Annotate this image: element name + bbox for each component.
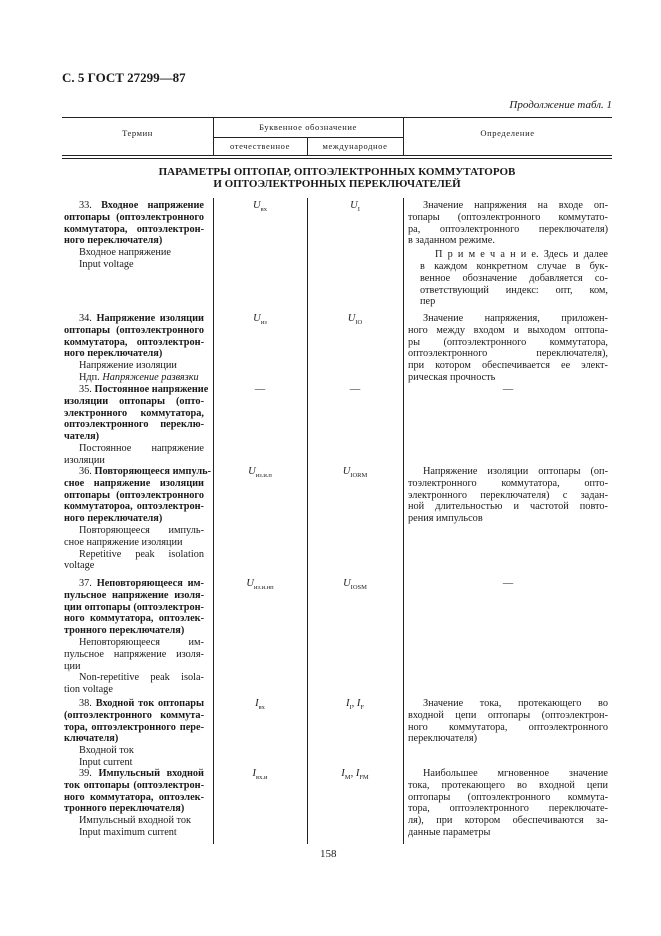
term-cell (64, 768, 204, 839)
symbol-subscript: из.и.п (255, 472, 272, 480)
term-synonym: пульсное напряжение изоля- (64, 648, 204, 660)
term-name-bold: сное напряжение изоляции (64, 477, 204, 489)
table-continuation-label: Продолжение табл. 1 (509, 99, 612, 111)
term-line (64, 733, 204, 745)
term-line (64, 443, 204, 455)
international-symbol (307, 466, 403, 479)
term-synonym: ции (64, 660, 81, 672)
definition-line: Напряжение изоляции оптопары (оп- (423, 466, 608, 477)
definition-line: топары (оптоэлектронного коммутато- (408, 211, 608, 223)
term-line (64, 815, 204, 827)
international-symbol: $I_I$, $I_F$ (345, 698, 365, 712)
term-name-bold: чателя) (64, 431, 100, 443)
term-line (64, 224, 204, 236)
term-name-bold: Входной ток оптопары (95, 698, 205, 709)
definition-line: П р и м е ч а н и е. Здесь и далее (435, 249, 608, 261)
term-name-bold: Напряжение изоляции (96, 313, 204, 324)
term-name-bold: ции оптопары (оптоэлектрон- (64, 601, 204, 613)
term-cell (64, 578, 204, 696)
symbol-subscript: вх.и (256, 774, 268, 782)
international-symbol (307, 200, 403, 213)
symbol-subscript: из (260, 319, 267, 327)
term-name-bold: Неповторяющееся им- (96, 578, 204, 589)
definition-line: оптопары (оптоэлектронного коммута- (408, 791, 608, 803)
term-line (64, 578, 204, 590)
term-name-bold: тронного переключателя) (64, 625, 185, 637)
term-name-bold: ключателя) (64, 733, 119, 745)
definition-line: рическая прочность (408, 371, 496, 383)
symbol-letter: U (248, 466, 256, 477)
term-line (64, 513, 204, 525)
section-title-line: ПАРАМЕТРЫ ОПТОПАР, ОПТОЭЛЕКТРОННЫХ КОММУТАТОРОВ (158, 166, 516, 178)
symbol-letter: I (255, 698, 259, 709)
term-line (64, 419, 204, 431)
definition-line: при котором обеспечивается ее элект- (408, 360, 608, 372)
definition-line: переключателя) (408, 733, 478, 745)
term-line (64, 348, 204, 360)
term-cell (64, 466, 211, 572)
term-line (64, 649, 204, 661)
domestic-symbol (213, 200, 307, 213)
term-number: 39. (79, 768, 99, 779)
term-line (64, 431, 204, 443)
column-divider (307, 198, 308, 844)
international-symbol: — (349, 384, 361, 395)
term-line (64, 757, 204, 769)
symbol-subscript: IO (355, 319, 363, 327)
term-number: 38. (79, 698, 96, 709)
section-title (62, 166, 612, 190)
term-cell (64, 200, 204, 271)
definition-line: в каждом конкретном случае в бук- (420, 260, 608, 272)
term-number: 33. (79, 200, 102, 211)
definition-line: ного между входом и выходом оптопа- (408, 324, 608, 336)
domestic-symbol (213, 578, 307, 591)
term-name-bold: электронного коммутатора, (64, 407, 204, 419)
term-line (64, 827, 204, 839)
term-name-bold: коммутатора, оптоэлектрон- (64, 336, 204, 348)
term-line (64, 337, 204, 349)
term-line (64, 466, 211, 478)
definition-cell (408, 466, 608, 525)
term-synonym: Повторяющееся импуль- (79, 524, 204, 536)
term-synonym: Input current (79, 756, 133, 768)
term-line (64, 200, 204, 212)
term-number: 36. (79, 466, 95, 477)
term-line (64, 768, 204, 780)
term-line (64, 661, 204, 673)
term-name-bold: ного коммутатора, оптоэлек- (64, 613, 204, 625)
term-line (64, 745, 204, 757)
term-name-bold: пульсное напряжение изоля- (64, 589, 204, 601)
term-name-bold: ного коммутатора, оптоэлек- (64, 791, 204, 803)
page-number: 158 (320, 848, 337, 860)
symbol-subscript: вх (260, 206, 267, 214)
term-line (64, 259, 204, 271)
domestic-symbol (213, 698, 307, 711)
symbol-letter: I (345, 698, 350, 709)
column-header-international: международное (322, 141, 388, 151)
term-synonym: Входное напряжение (79, 247, 171, 259)
symbol-subscript: IORM (350, 472, 368, 480)
definition-paragraph (408, 466, 608, 525)
definition-line: Значение тока, протекающего во (423, 698, 608, 709)
term-synonym: Input maximum current (79, 826, 177, 838)
symbol-letter: I (252, 768, 257, 779)
term-name-bold: (оптоэлектронного коммута- (64, 709, 204, 721)
definition-line: ры (оптоэлектронного коммутатора, (408, 336, 608, 348)
definition-cell (408, 200, 608, 308)
term-line (64, 625, 204, 637)
definition-paragraph (408, 698, 608, 745)
symbol-letter: U (246, 578, 254, 589)
domestic-symbol (213, 313, 307, 326)
symbol-letter: I (356, 698, 361, 709)
term-name-bold: ного переключателя) (64, 235, 163, 247)
symbol-letter: I (355, 768, 360, 779)
term-synonym: Non-repetitive peak isola- (79, 672, 204, 684)
term-name-bold: ного переключателя) (64, 513, 163, 525)
definition-paragraph (408, 200, 608, 247)
definition-line: пер (420, 296, 436, 308)
definition-note (408, 249, 608, 308)
term-cell (64, 313, 204, 384)
term-line (64, 396, 204, 408)
term-synonym: Напряжение изоляции (79, 360, 177, 372)
header-double-rule-2 (62, 158, 612, 159)
definition-line: Наибольшее мгновенное значение (423, 768, 608, 779)
term-name-bold: изоляции оптопары (опто- (64, 395, 204, 407)
term-synonym: voltage (64, 560, 95, 572)
term-name-bold: ного переключателя) (64, 348, 163, 360)
term-line (64, 549, 204, 561)
term-line (64, 590, 204, 602)
definition-paragraph (408, 768, 608, 839)
term-line (64, 408, 204, 420)
definition-cell: — (502, 578, 514, 589)
term-line (64, 792, 204, 804)
term-synonym: Входной ток (79, 745, 134, 757)
page-reference: С. 5 ГОСТ 27299—87 (62, 70, 186, 85)
term-line (64, 537, 204, 549)
symbol-letter: U (253, 313, 261, 324)
term-line (64, 560, 204, 572)
definition-cell (408, 313, 608, 384)
symbol-subscript: из.и.нп (253, 584, 274, 592)
term-synonym: изоляции (64, 454, 105, 466)
column-header-definition: Определение (480, 128, 535, 138)
definition-line: в заданном режиме. (408, 235, 495, 247)
definition-line: тора, оптоэлектронного переключате- (408, 803, 608, 815)
symbol-letter: U (253, 200, 261, 211)
term-line (64, 780, 204, 792)
term-line (64, 313, 204, 325)
term-cell (64, 698, 204, 769)
symbol-subscript: IOSM (350, 584, 367, 592)
term-line (64, 637, 204, 649)
deprecated-term: Напряжение развязки (102, 371, 199, 383)
definition-line: венное обозначение добавляется со- (420, 272, 608, 284)
symbol-letter: U (343, 578, 351, 589)
term-synonym: tion voltage (64, 684, 113, 696)
domestic-symbol (213, 466, 307, 479)
header-double-rule-1 (62, 155, 612, 156)
term-cell (64, 384, 209, 467)
header-mid-rule (213, 137, 403, 138)
definition-line: электронного переключателя) с задан- (408, 489, 608, 501)
term-line (64, 247, 204, 259)
term-line (64, 698, 204, 710)
symbol-letter: U (347, 313, 356, 324)
term-number: 37. (79, 578, 97, 589)
definition-paragraph (408, 313, 608, 384)
symbol-letter: U (350, 200, 358, 211)
term-name-bold: коммутатороа, оптоэлектрон- (64, 501, 204, 513)
term-line (64, 613, 204, 625)
international-symbol (307, 313, 403, 326)
term-name-bold: Постоянное напряжение (94, 384, 209, 395)
term-line (64, 525, 204, 537)
term-number: 34. (79, 313, 97, 324)
column-header-term: Термин (122, 128, 153, 138)
definition-line: оптоэлектронного переключателя), (408, 348, 608, 360)
symbol-subscript: вх (258, 704, 265, 712)
term-line (64, 803, 204, 815)
definition-line: Значение напряжения на входе оп- (423, 200, 608, 211)
term-name-bold: оптоэлектронного переклю- (64, 419, 204, 431)
term-number: Ндп. (79, 371, 103, 383)
definition-line: ра, оптоэлектронного переключателя) (408, 223, 608, 235)
term-line (64, 212, 204, 224)
definition-cell (408, 698, 608, 745)
term-name-bold: Входное напряжение (101, 200, 204, 211)
definition-line: тоэлектронного коммутатора, опто- (408, 477, 608, 489)
symbol-subscript: I (357, 206, 360, 214)
symbol-letter: U (342, 466, 351, 477)
definition-line: данные параметры (408, 826, 491, 838)
term-line (64, 372, 204, 384)
table-top-rule (62, 117, 612, 118)
definition-line: входной цепи оптопары (оптоэлектрон- (408, 709, 608, 721)
symbol-subscript: F (360, 704, 365, 712)
term-name-bold: коммутатора, оптоэлектрон- (64, 223, 204, 235)
definition-line: Значение напряжения, приложен- (423, 313, 608, 324)
domestic-symbol (213, 768, 307, 781)
term-name-bold: оптопары (оптоэлектронного (64, 211, 204, 223)
term-line (64, 710, 204, 722)
term-line (64, 325, 204, 337)
definition-line: ля), при котором обеспечиваются за- (408, 815, 608, 827)
term-line (64, 602, 204, 614)
symbol-subscript: I (349, 704, 352, 712)
column-divider (213, 198, 214, 844)
term-number: 35. (79, 384, 95, 395)
definition-line: тока, протекающего во входной цепи (408, 779, 608, 791)
symbol-letter: I (341, 768, 345, 779)
term-line (64, 672, 204, 684)
section-title-line: И ОПТОЭЛЕКТРОННЫХ ПЕРЕКЛЮЧАТЕЛЕЙ (213, 178, 461, 190)
term-line (64, 455, 204, 467)
symbol-subscript: FM (359, 774, 369, 782)
column-divider (403, 198, 404, 844)
definition-line: ного коммутатора, оптоэлектронного (408, 721, 608, 733)
term-line (64, 490, 204, 502)
term-line (64, 722, 204, 734)
term-name-bold: оптопары (оптоэлектронного (64, 489, 204, 501)
international-symbol (307, 578, 403, 591)
term-line (64, 684, 204, 696)
symbol-subscript: M (344, 774, 351, 782)
term-name-bold: тора, оптоэлектронного пере- (64, 721, 204, 733)
term-line (64, 360, 204, 372)
term-line (64, 235, 204, 247)
international-symbol: $I_M$, $I_{FM}$ (341, 768, 369, 782)
definition-line: ответствующий индекс: опт, ком, (420, 284, 608, 296)
term-name-bold: оптопары (оптоэлектронного (64, 324, 204, 336)
definition-cell: — (502, 384, 514, 395)
term-name-bold: Импульсный входной (98, 768, 204, 779)
term-name-bold: Повторяющееся импуль- (94, 466, 211, 477)
term-line (64, 501, 204, 513)
term-synonym: Неповторяющееся им- (79, 636, 204, 648)
term-synonym: Постоянное напряжение (79, 442, 204, 454)
term-synonym: сное напряжение изоляции (64, 536, 183, 548)
definition-line: рения импульсов (408, 513, 483, 525)
term-synonym: Input voltage (79, 258, 134, 270)
term-name-bold: тронного переключателя) (64, 803, 185, 815)
definition-cell (408, 768, 608, 839)
domestic-symbol: — (254, 384, 266, 395)
column-header-domestic: отечественное (230, 141, 290, 151)
term-synonym: Импульсный входной ток (79, 815, 192, 827)
term-line (64, 478, 204, 490)
term-line (64, 384, 209, 396)
definition-line: ной длительностью и частотой повто- (408, 501, 608, 513)
column-header-letter: Буквенное обозначение (259, 122, 357, 132)
term-synonym: Repetitive peak isolation (79, 548, 204, 560)
term-name-bold: ток оптопары (оптоэлектрон- (64, 779, 204, 791)
